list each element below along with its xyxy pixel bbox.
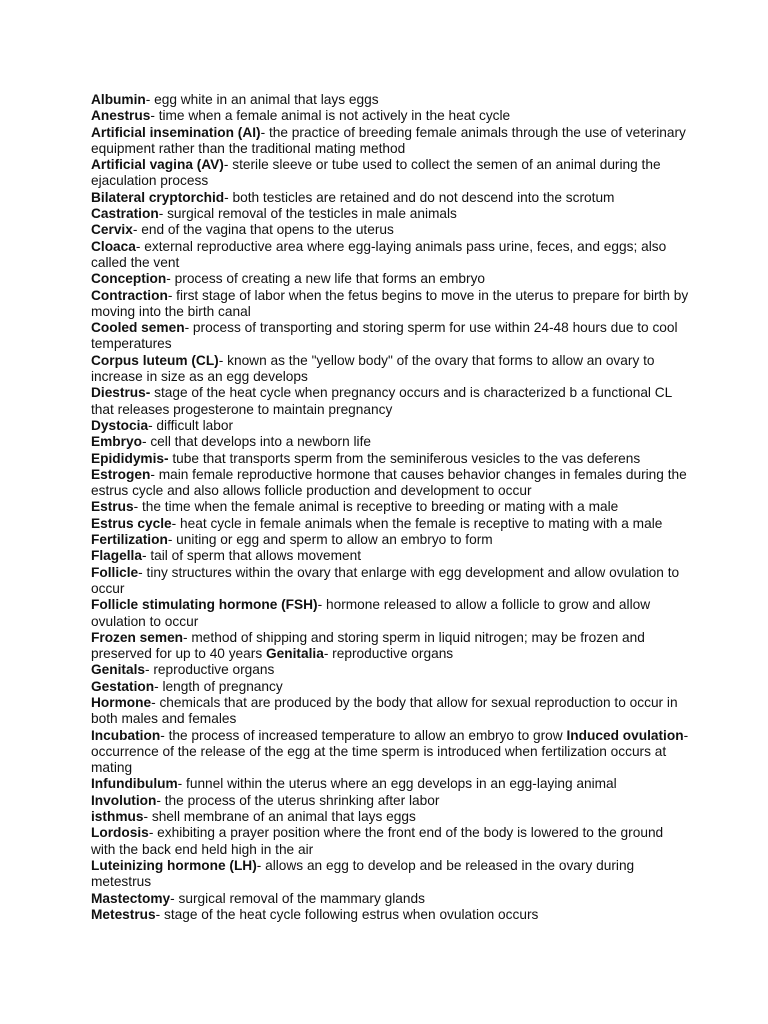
glossary-definition: - tiny structures within the ovary that enlarge with egg development and allow ovulation to occur bbox=[91, 564, 680, 596]
glossary-term: Follicle stimulating hormone (FSH) bbox=[91, 597, 318, 613]
glossary-term: Castration bbox=[91, 206, 159, 222]
glossary-term: Genitalia bbox=[266, 646, 324, 662]
glossary-definition: - external reproductive area where egg-laying animals pass urine, feces, and eggs; also called the vent bbox=[91, 238, 667, 270]
glossary-definition: - main female reproductive hormone that causes behavior changes in females during the estrus cycle and also allows follicle production and development to occur bbox=[91, 466, 687, 499]
glossary-entry bbox=[91, 858, 691, 891]
glossary-term: Mastectomy bbox=[91, 890, 171, 906]
glossary-term: Flagella bbox=[91, 548, 142, 564]
glossary-term: Estrus bbox=[91, 499, 134, 515]
glossary-entry bbox=[91, 320, 691, 353]
glossary-term: Estrus cycle bbox=[91, 515, 172, 531]
glossary-term: Contraction bbox=[91, 287, 168, 303]
glossary-definition: - chemicals that are produced by the body that allow for sexual reproduction to occur in both males and females bbox=[91, 694, 678, 727]
glossary-definition: - reproductive organs bbox=[145, 662, 275, 678]
glossary-term: Epididymis- bbox=[91, 450, 169, 466]
glossary-definition: - surgical removal of the testicles in male animals bbox=[158, 206, 457, 222]
glossary-definition: - the process of increased temperature to allow an embryo to grow bbox=[160, 727, 567, 743]
glossary-term: Hormone bbox=[91, 694, 152, 710]
glossary-term: Cooled semen bbox=[91, 320, 185, 336]
glossary-definition: - allows an egg to develop and be released in the ovary during metestrus bbox=[91, 857, 635, 890]
glossary-term: Dystocia bbox=[91, 417, 149, 433]
glossary-entry bbox=[91, 499, 691, 515]
glossary-entry bbox=[91, 809, 691, 825]
glossary-entry bbox=[91, 548, 691, 564]
glossary-definition: stage of the heat cycle when pregnancy occurs and is characterized b a functional CL that releases progesterone to maintain pregnancy bbox=[91, 385, 672, 417]
glossary-term: Bilateral cryptorchid bbox=[91, 189, 225, 205]
glossary-definition: - egg white in an animal that lays eggs bbox=[145, 92, 379, 107]
glossary-entry bbox=[91, 157, 691, 190]
glossary-definition: - funnel within the uterus where an egg develops in an egg-laying animal bbox=[177, 776, 617, 792]
glossary-entry bbox=[91, 239, 691, 272]
glossary-term: Corpus luteum (CL) bbox=[91, 352, 219, 368]
glossary-entry bbox=[91, 907, 691, 923]
glossary-definition: - method of shipping and storing sperm in liquid nitrogen; may be frozen and preserved for up to 40 years bbox=[91, 629, 645, 662]
glossary-definition: - surgical removal of the mammary glands bbox=[170, 890, 425, 906]
glossary-definition: tube that transports sperm from the seminiferous vesicles to the vas deferens bbox=[168, 450, 641, 466]
glossary-term: Diestrus- bbox=[91, 385, 151, 401]
glossary-term: Gestation bbox=[91, 678, 155, 694]
glossary-term: Conception bbox=[91, 271, 167, 287]
glossary-term: Induced ovulation bbox=[566, 727, 684, 743]
glossary-term: Infundibulum bbox=[91, 776, 178, 792]
glossary-definition: - length of pregnancy bbox=[154, 678, 283, 694]
glossary-definition: - cell that develops into a newborn life bbox=[141, 434, 371, 450]
glossary-term: Embryo bbox=[91, 434, 142, 450]
glossary-definition: - end of the vagina that opens to the uterus bbox=[132, 222, 394, 238]
glossary-definition: - the process of the uterus shrinking after labor bbox=[156, 792, 440, 808]
glossary-definition: - tail of sperm that allows movement bbox=[141, 548, 362, 564]
glossary-entry bbox=[91, 190, 691, 206]
glossary-entry bbox=[91, 222, 691, 238]
glossary-definition: - process of creating a new life that forms an embryo bbox=[166, 271, 486, 287]
glossary-definition: - shell membrane of an animal that lays eggs bbox=[143, 809, 416, 825]
glossary-definition: - the practice of breeding female animals through the use of veterinary equipment rather than the traditional mating method bbox=[91, 124, 686, 156]
glossary-term: Albumin bbox=[91, 92, 146, 107]
glossary-term: Metestrus bbox=[91, 906, 156, 922]
glossary-entry bbox=[91, 630, 691, 663]
glossary-term: Cloaca bbox=[91, 238, 136, 254]
glossary-entry bbox=[91, 891, 691, 907]
glossary-entry bbox=[91, 92, 691, 108]
glossary-entry bbox=[91, 434, 691, 450]
glossary-term: Incubation bbox=[91, 727, 161, 743]
glossary-entry bbox=[91, 206, 691, 222]
glossary-term: Genitals bbox=[91, 662, 146, 678]
glossary-definition: - time when a female animal is not actively in the heat cycle bbox=[150, 108, 511, 124]
glossary-definition: - occurrence of the release of the egg at the time sperm is introduced when fertilization occurs at mating bbox=[91, 727, 689, 776]
glossary-entry bbox=[91, 516, 691, 532]
glossary-entry bbox=[91, 353, 691, 386]
glossary-definition: - heat cycle in female animals when the female is receptive to mating with a male bbox=[171, 515, 663, 531]
glossary-definition: - reproductive organs bbox=[323, 646, 454, 662]
glossary-entry bbox=[91, 695, 691, 728]
glossary-entry bbox=[91, 728, 691, 777]
glossary-entry bbox=[91, 125, 691, 158]
glossary-term: isthmus bbox=[91, 809, 144, 825]
glossary-entry bbox=[91, 108, 691, 124]
glossary-entry bbox=[91, 776, 691, 792]
glossary-definition: - exhibiting a prayer position where the front end of the body is lowered to the ground with the back end held high in the air bbox=[91, 825, 664, 857]
glossary-definition: - first stage of labor when the fetus begins to move in the uterus to prepare for birth by moving into the birth canal bbox=[91, 287, 689, 319]
glossary-entry bbox=[91, 418, 691, 434]
glossary-term: Anestrus bbox=[91, 108, 151, 124]
glossary-definition: - process of transporting and storing sperm for use within 24-48 hours due to cool temperatures bbox=[91, 320, 678, 352]
glossary-term: Cervix bbox=[91, 222, 133, 238]
glossary-entry bbox=[91, 271, 691, 287]
glossary-definition: - sterile sleeve or tube used to collect the semen of an animal during the ejaculation process bbox=[91, 157, 661, 189]
glossary-definition: - both testicles are retained and do not descend into the scrotum bbox=[224, 189, 615, 205]
glossary-entry bbox=[91, 532, 691, 548]
glossary-term: Follicle bbox=[91, 564, 139, 580]
glossary-entry bbox=[91, 385, 691, 418]
glossary-entry bbox=[91, 825, 691, 858]
glossary-term: Luteinizing hormone (LH) bbox=[91, 857, 257, 873]
glossary-definition: - stage of the heat cycle following estrus when ovulation occurs bbox=[155, 906, 539, 922]
glossary-page bbox=[91, 92, 691, 923]
glossary-term: Artificial vagina (AV) bbox=[91, 157, 224, 173]
glossary-entry bbox=[91, 679, 691, 695]
glossary-entry bbox=[91, 288, 691, 321]
glossary-term: Lordosis bbox=[91, 825, 149, 841]
glossary-entry bbox=[91, 451, 691, 467]
glossary-definition: - difficult labor bbox=[148, 417, 234, 433]
glossary-entry bbox=[91, 662, 691, 678]
glossary-term: Fertilization bbox=[91, 532, 168, 548]
glossary-definition: - the time when the female animal is receptive to breeding or mating with a male bbox=[133, 499, 619, 515]
glossary-entry bbox=[91, 793, 691, 809]
glossary-term: Involution bbox=[91, 792, 157, 808]
glossary-definition: - uniting or egg and sperm to allow an embryo to form bbox=[167, 532, 493, 548]
glossary-entry bbox=[91, 467, 691, 500]
glossary-definition: - hormone released to allow a follicle to grow and allow ovulation to occur bbox=[91, 597, 651, 629]
glossary-term: Estrogen bbox=[91, 466, 151, 482]
glossary-term: Artificial insemination (AI) bbox=[91, 124, 261, 140]
glossary-term: Frozen semen bbox=[91, 629, 184, 645]
glossary-entry bbox=[91, 565, 691, 598]
glossary-entry bbox=[91, 597, 691, 630]
glossary-definition: - known as the "yellow body" of the ovary that forms to allow an ovary to increase in size as an egg develops bbox=[91, 352, 655, 385]
